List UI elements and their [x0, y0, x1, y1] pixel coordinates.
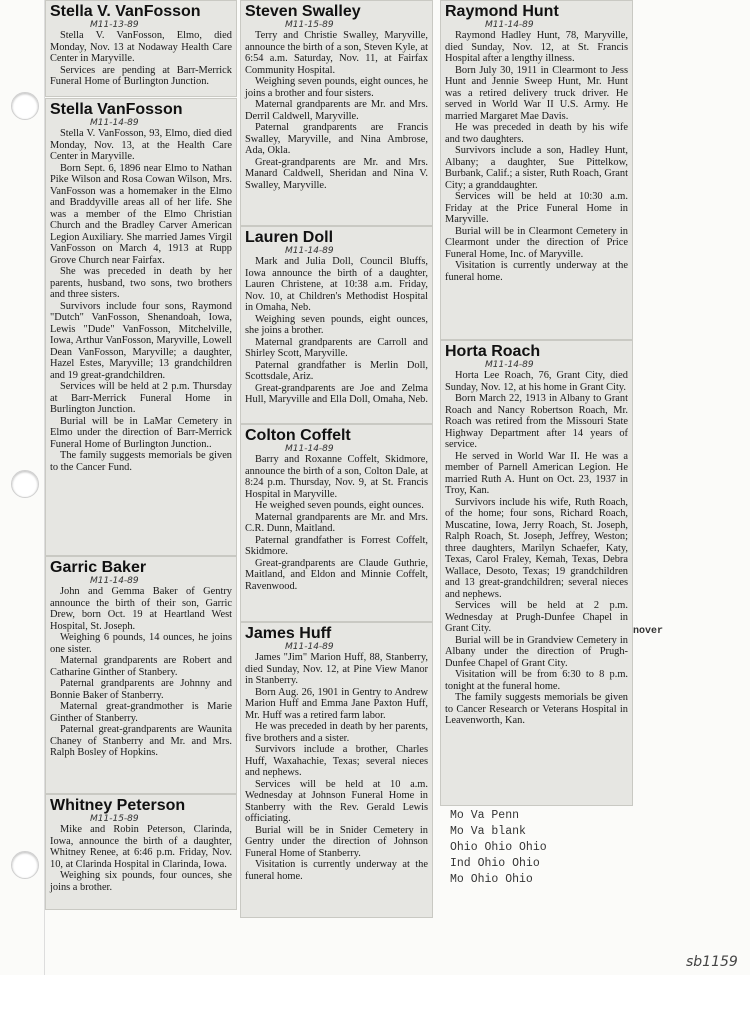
clipping-paragraph: Burial will be in Clearmont Cemetery in Clearmont under the direction of Price Funeral Home, Inc. of Maryville.	[445, 225, 628, 260]
clipping-paragraph: Great-grandparents are Claude Guthrie, Maitland, and Eldon and Minnie Coffelt, Ravenwood.	[245, 557, 428, 592]
clipping-paragraph: He weighed seven pounds, eight ounces.	[255, 500, 424, 511]
clipping-paragraph: James "Jim" Marion Huff, 88, Stanberry, died Sunday, Nov. 12, at Pine View Manor in Stanberry.	[245, 652, 428, 686]
typed-line: Mo Va blank	[450, 825, 526, 838]
clipping-paragraph: Stella V. VanFosson, 93, Elmo, died died Monday, Nov. 13, at the Health Care Center in Maryville.	[50, 128, 232, 162]
clipping-paragraph: Paternal grandparents are Johnny and Bonnie Baker of Stanberry.	[50, 678, 232, 701]
clipping-paragraph: Visitation will be from 6:30 to 8 p.m. tonight at the funeral home.	[445, 669, 628, 692]
clipping-paragraph: Barry and Roxanne Coffelt, Skidmore, announce the birth of a son, Colton Dale, at 8:24 p.m. Thursday, Nov. 9, at St. Francis Hospital in Maryville.	[245, 454, 428, 500]
clipping-paragraph: He was preceded in death by his wife and two daughters.	[445, 122, 628, 145]
clipping-paragraph: Paternal great-grandparents are Waunita Chaney of Stanberry and Mr. and Mrs. Ralph Bosley of Hopkins.	[50, 724, 232, 758]
clipping-title: Horta Roach	[445, 343, 541, 360]
clipping-paragraph: Services will be held at 2 p.m. Thursday at Barr-Merrick Funeral Home in Burlington Junction.	[50, 381, 232, 415]
clipping-paragraph: Mike and Robin Peterson, Clarinda, Iowa, announce the birth of a daughter, Whitney Renee, at 6:46 p.m. Friday, Nov. 10, at Clarinda Hospital in Clarinda, Iowa.	[50, 824, 232, 870]
binder-hole	[11, 92, 39, 120]
typed-line: Ohio Ohio Ohio	[450, 841, 547, 854]
clipping-paragraph: Great-grandparents are Mr. and Mrs. Manard Caldwell, Sheridan and Nina V. Swalley, Maryville.	[245, 156, 428, 191]
clipping-title: James Huff	[245, 625, 332, 642]
clipping-paragraph: The family suggests memorials be given to the Cancer Fund.	[50, 450, 232, 473]
clipping-handwritten-date: M11-15-89	[90, 814, 139, 824]
clipping-paragraph: Born Sept. 6, 1896 near Elmo to Nathan Pike Wilson and Rosa Cowan Wilson, Mrs. VanFosson was a homemaker in the Elmo and Braddyville areas all of her life. She was a member of the Elmo Christian Church and the Bradley Carver American Legion Auxiliary. She married James Virgil VanFosson on March 4, 1913 at Rupp Grove Church near Fairfax.	[50, 162, 232, 266]
clipping-paragraph: Great-grandparents are Joe and Zelma Hull, Maryville and Ella Doll, Omaha, Neb.	[245, 382, 428, 405]
clipping-paragraph: Mark and Julia Doll, Council Bluffs, Iowa announce the birth of a daughter, Lauren Christene, at 10:38 a.m. Friday, Nov. 10, at Children's Methodist Hospital in Omaha, Neb.	[245, 256, 428, 313]
clipping-paragraph: Weighing six pounds, four ounces, she joins a brother.	[50, 870, 232, 893]
clipping-paragraph: Maternal grandparents are Carroll and Shirley Scott, Maryville.	[245, 336, 428, 359]
clipping-paragraph: Services will be held at 10 a.m. Wednesday at Johnson Funeral Home in Stanberry with the Rev. Gerald Lewis officiating.	[245, 778, 428, 824]
clipping-paragraph: Stella V. VanFosson, Elmo, died Monday, Nov. 13 at Nodaway Health Care Center in Maryville.	[50, 30, 232, 64]
clipping-paragraph: Raymond Hadley Hunt, 78, Maryville, died Sunday, Nov. 12, at St. Francis Hospital after a lengthy illness.	[445, 30, 628, 64]
clipping-paragraph: Terry and Christie Swalley, Maryville, announce the birth of a son, Steven Kyle, at 6:54 a.m. Saturday, Nov. 11, at Fairfax Community Hospital.	[245, 30, 428, 76]
clipping-paragraph: Visitation is currently underway at the funeral home.	[445, 260, 628, 283]
typed-line: Ind Ohio Ohio	[450, 857, 540, 870]
clipping-title: Whitney Peterson	[50, 797, 186, 814]
clipping-handwritten-date: M11-14-89	[90, 576, 139, 586]
clipping-title: Stella VanFosson	[50, 101, 183, 118]
clipping-paragraph: Maternal grandparents are Mr. and Mrs. Derril Caldwell, Maryville.	[245, 99, 428, 122]
clipping-paragraph: Paternal grandfather is Merlin Doll, Scottsdale, Ariz.	[245, 359, 428, 382]
clipping-paragraph: Maternal grandparents are Robert and Catharine Ginther of Stanbery.	[50, 655, 232, 678]
clipping-handwritten-date: M11-14-89	[285, 642, 334, 652]
clipping-steven-swalley	[240, 0, 433, 226]
clipping-paragraph: Weighing seven pounds, eight ounces, he joins a brother and four sisters.	[245, 76, 428, 99]
clipping-paragraph: He served in World War II. He was a member of Parnell American Legion. He married Ruth A. Hunt on Oct. 23, 1937 in Troy, Kan.	[445, 450, 628, 496]
clipping-stella-vanfosson-notice	[45, 0, 237, 97]
clipping-paragraph: Visitation is currently underway at the funeral home.	[245, 859, 428, 882]
clipping-handwritten-date: M11-14-89	[285, 246, 334, 256]
clipping-paragraph: The family suggests memorials be given to Cancer Research or Veterans Hospital in Leavenworth, Kan.	[445, 692, 628, 726]
clipping-lauren-doll	[240, 226, 433, 424]
clipping-paragraph: Born Aug. 26, 1901 in Gentry to Andrew Marion Huff and Emma Jane Paxton Huff, Mr. Huff was a retired farm labor.	[245, 686, 428, 721]
clipping-paragraph: Burial will be in Snider Cemetery in Gentry under the direction of Johnson Funeral Home of Stanberry.	[245, 824, 428, 859]
clipping-garric-baker	[45, 556, 237, 794]
clipping-horta-roach	[440, 340, 633, 806]
clipping-title: Colton Coffelt	[245, 427, 351, 444]
binder-hole	[11, 851, 39, 879]
clipping-paragraph: Maternal great-grandmother is Marie Ginther of Stanberry.	[50, 701, 232, 724]
typed-state-list	[450, 808, 547, 888]
clipping-paragraph: Weighing 6 pounds, 14 ounces, he joins one sister.	[50, 632, 232, 655]
clipping-paragraph: Horta Lee Roach, 76, Grant City, died Sunday, Nov. 12, at his home in Grant City.	[445, 370, 628, 393]
clipping-handwritten-date: M11-14-89	[90, 118, 139, 128]
clipping-paragraph: Burial will be in LaMar Cemetery in Elmo under the direction of Barr-Merrick Funeral Home of Burlington Junction..	[50, 415, 232, 450]
clipping-james-huff	[240, 622, 433, 918]
clipping-stella-vanfosson-obituary	[45, 98, 237, 556]
page-code-handwritten: sb1159	[686, 954, 738, 970]
clipping-handwritten-date: M11-14-89	[485, 20, 534, 30]
clipping-paragraph: Maternal grandparents are Mr. and Mrs. C.R. Dunn, Maitland.	[245, 511, 428, 534]
clipping-paragraph: Burial will be in Grandview Cemetery in Albany under the direction of Prugh-Dunfee Chapel of Grant City.	[445, 634, 628, 669]
clipping-paragraph: Born July 30, 1911 in Clearmont to Jess Hunt and Jennie Sweep Hunt, Mr. Hunt was a retired delivery truck driver. He served in World War II U.S. Army. He married Margaret Mae Davis.	[445, 64, 628, 122]
typed-line: Mo Va Penn	[450, 809, 520, 822]
clipping-paragraph: Survivors include a son, Hadley Hunt, Albany; a daughter, Sue Pittelkow, Burbank, Calif.; a sister, Ruth Roach, Grant City; a granddaughter.	[445, 145, 628, 191]
clipping-title: Stella V. VanFosson	[50, 3, 201, 20]
clipping-handwritten-date: M11-14-89	[285, 444, 334, 454]
clipping-title: Steven Swalley	[245, 3, 361, 20]
clipping-colton-coffelt	[240, 424, 433, 622]
clipping-paragraph: Paternal grandfather is Forrest Coffelt, Skidmore.	[245, 534, 428, 557]
clipping-paragraph: Services are pending at Barr-Merrick Funeral Home of Burlington Junction.	[50, 64, 232, 87]
clipping-paragraph: Services will be held at 2 p.m. Wednesday at Prugh-Dunfee Chapel in Grant City.	[445, 600, 628, 634]
clipping-handwritten-date: M11-15-89	[285, 20, 334, 30]
clipping-paragraph: Survivors include a brother, Charles Huff, Waxahachie, Texas; several nieces and nephews.	[245, 744, 428, 778]
clipping-paragraph: Born March 22, 1913 in Albany to Grant Roach and Nancy Robertson Roach, Mr. Roach was retired from the Missouri State Highway Department after 14 years of service.	[445, 393, 628, 450]
clipping-raymond-hunt	[440, 0, 633, 340]
clipping-paragraph: Paternal grandparents are Francis Swalley, Maryville, and Nina Ambrose, Ada, Okla.	[245, 122, 428, 156]
clipping-handwritten-date: M11-14-89	[485, 360, 534, 370]
clipping-title: Lauren Doll	[245, 229, 334, 246]
clipping-title: Garric Baker	[50, 559, 147, 576]
clipping-paragraph: He was preceded in death by her parents, five brothers and a sister.	[245, 721, 428, 744]
clipping-paragraph: John and Gemma Baker of Gentry announce the birth of their son, Garric Drew, born Oct. 19 at Heartland West Hospital, St. Joseph.	[50, 586, 232, 632]
clipping-paragraph: Survivors include four sons, Raymond "Dutch" VanFosson, Shenandoah, Iowa, Lewis "Dude" VanFosson, Mitchelville, Iowa, Arthur VanFosson, Maryville, Lowell Dean VanFosson, Maryville; a daughter, Hazel Estes, Maryville; 13 grandchildren and 19 great-grandchildren.	[50, 300, 232, 381]
scan-bottom-margin	[0, 975, 750, 1033]
binder-hole	[11, 470, 39, 498]
stray-text: nover	[633, 626, 664, 637]
clipping-paragraph: Weighing seven pounds, eight ounces, she joins a brother.	[245, 313, 428, 336]
clipping-paragraph: She was preceded in death by her parents, husband, two sons, two brothers and three sisters.	[50, 266, 232, 300]
clipping-whitney-peterson	[45, 794, 237, 910]
clipping-title: Raymond Hunt	[445, 3, 559, 20]
typed-line: Mo Ohio Ohio	[450, 873, 533, 886]
clipping-paragraph: Survivors include his wife, Ruth Roach, of the home; four sons, Richard Roach, Muscatine, Iowa, Jerry Roach, St. Joseph, Ralph Roach, St. Joseph, Jeffrey, Weston; three daughters, Marilyn Schaefer, Katy, Texas, Carol Fraley, Kemah, Texas, Debra Wallace, Desoto, Texas; 19 grandchildren and 13 great-grandchildren; several nieces and nephews.	[445, 496, 628, 600]
clipping-handwritten-date: M11-13-89	[90, 20, 139, 30]
clipping-paragraph: Services will be held at 10:30 a.m. Friday at the Price Funeral Home in Maryville.	[445, 191, 628, 225]
